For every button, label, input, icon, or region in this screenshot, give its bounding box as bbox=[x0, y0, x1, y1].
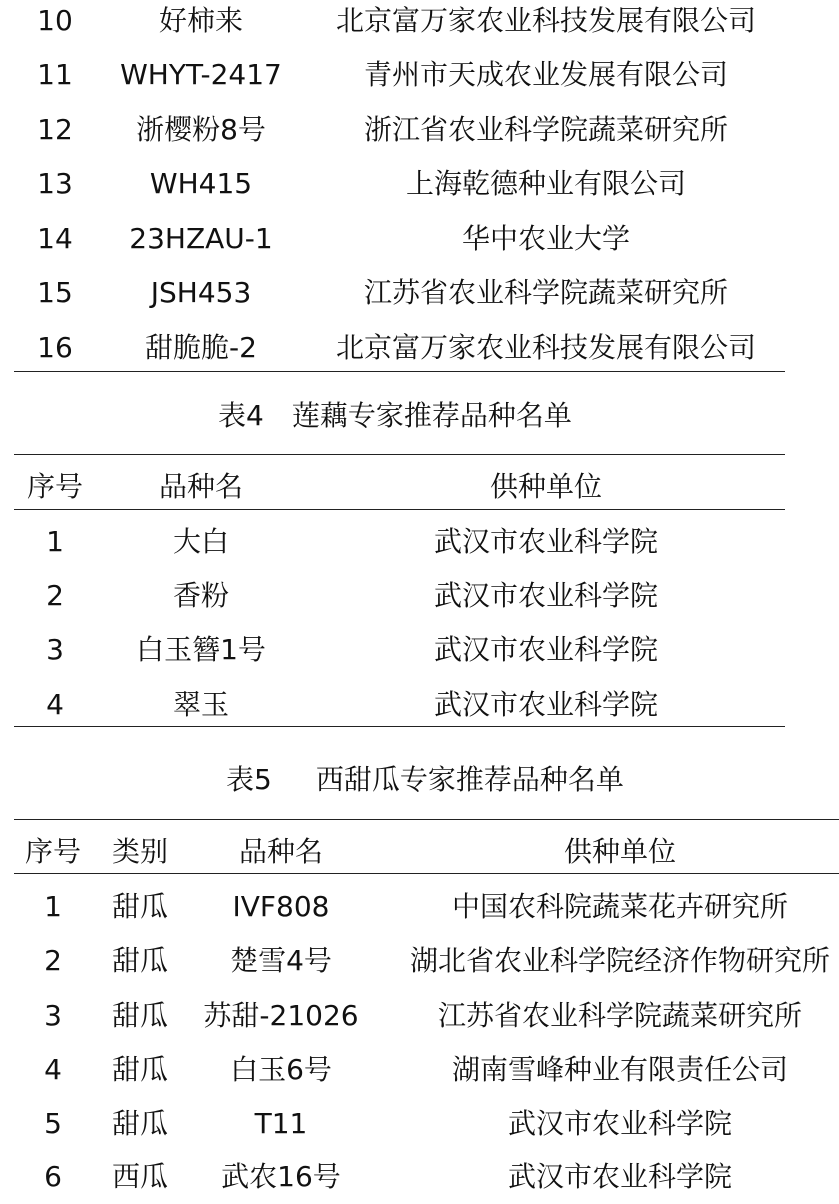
table-header-rule bbox=[14, 873, 839, 874]
row-number: 5 bbox=[44, 1107, 62, 1140]
supplier-unit: 上海乾德种业有限公司 bbox=[405, 167, 687, 200]
column-header-unit: 供种单位 bbox=[563, 835, 677, 868]
supplier-unit: 江苏省农业科学院蔬菜研究所 bbox=[437, 999, 803, 1032]
row-number: 2 bbox=[46, 579, 64, 612]
category: 甜瓜 bbox=[111, 944, 169, 977]
row-number: 16 bbox=[37, 331, 73, 364]
table-top-rule bbox=[14, 819, 839, 820]
category: 甜瓜 bbox=[111, 1053, 169, 1086]
category: 甜瓜 bbox=[111, 1107, 169, 1140]
variety-name: 大白 bbox=[172, 525, 230, 558]
variety-name: 好柿来 bbox=[158, 4, 244, 37]
row-number: 2 bbox=[44, 944, 62, 977]
variety-name: 甜脆脆-2 bbox=[145, 331, 257, 364]
column-header-no: 序号 bbox=[26, 470, 84, 503]
variety-name: 香粉 bbox=[172, 579, 230, 612]
supplier-unit: 湖北省农业科学院经济作物研究所 bbox=[409, 944, 831, 977]
row-number: 3 bbox=[46, 633, 64, 666]
variety-name: 白玉6号 bbox=[230, 1053, 332, 1086]
variety-name: 楚雪4号 bbox=[230, 944, 332, 977]
supplier-unit: 武汉市农业科学院 bbox=[433, 579, 659, 612]
table-header-rule bbox=[14, 509, 785, 510]
variety-name: T11 bbox=[254, 1107, 308, 1140]
category: 甜瓜 bbox=[111, 999, 169, 1032]
supplier-unit: 武汉市农业科学院 bbox=[433, 688, 659, 721]
row-number: 1 bbox=[44, 890, 62, 923]
variety-name: 苏甜-21026 bbox=[203, 999, 359, 1032]
table-top-rule bbox=[14, 454, 785, 455]
supplier-unit: 浙江省农业科学院蔬菜研究所 bbox=[363, 113, 729, 146]
table-number: 表5 bbox=[226, 763, 272, 796]
column-header-unit: 供种单位 bbox=[489, 470, 603, 503]
table4-caption bbox=[218, 396, 572, 436]
supplier-unit: 北京富万家农业科技发展有限公司 bbox=[335, 331, 757, 364]
row-number: 12 bbox=[37, 113, 73, 146]
variety-name: WH415 bbox=[149, 167, 253, 200]
variety-name: WHYT-2417 bbox=[120, 58, 282, 91]
variety-name: 武农16号 bbox=[221, 1160, 341, 1193]
column-header-name: 品种名 bbox=[158, 470, 244, 503]
variety-name: 浙樱粉8号 bbox=[136, 113, 266, 146]
supplier-unit: 青州市天成农业发展有限公司 bbox=[363, 58, 729, 91]
column-header-category: 类别 bbox=[111, 835, 169, 868]
row-number: 14 bbox=[37, 222, 73, 255]
row-number: 1 bbox=[46, 525, 64, 558]
supplier-unit: 北京富万家农业科技发展有限公司 bbox=[335, 4, 757, 37]
table-number: 表4 bbox=[218, 399, 264, 432]
variety-name: 23HZAU-1 bbox=[129, 222, 273, 255]
category: 甜瓜 bbox=[111, 890, 169, 923]
row-number: 3 bbox=[44, 999, 62, 1032]
table-title: 莲藕专家推荐品种名单 bbox=[291, 399, 572, 432]
row-number: 13 bbox=[37, 167, 73, 200]
supplier-unit: 武汉市农业科学院 bbox=[507, 1160, 733, 1193]
row-number: 6 bbox=[44, 1160, 62, 1193]
row-number: 4 bbox=[46, 688, 64, 721]
table5-caption bbox=[226, 760, 624, 800]
variety-name: JSH453 bbox=[150, 276, 252, 309]
variety-name: 白玉簪1号 bbox=[136, 633, 266, 666]
supplier-unit: 武汉市农业科学院 bbox=[507, 1107, 733, 1140]
column-header-no: 序号 bbox=[24, 835, 82, 868]
row-number: 10 bbox=[37, 4, 73, 37]
supplier-unit: 武汉市农业科学院 bbox=[433, 525, 659, 558]
supplier-unit: 湖南雪峰种业有限责任公司 bbox=[451, 1053, 789, 1086]
supplier-unit: 武汉市农业科学院 bbox=[433, 633, 659, 666]
row-number: 11 bbox=[37, 58, 73, 91]
supplier-unit: 华中农业大学 bbox=[461, 222, 631, 255]
variety-name: IVF808 bbox=[232, 890, 330, 923]
table-bottom-rule bbox=[14, 371, 785, 372]
row-number: 4 bbox=[44, 1053, 62, 1086]
category: 西瓜 bbox=[111, 1160, 169, 1193]
supplier-unit: 中国农科院蔬菜花卉研究所 bbox=[451, 890, 789, 923]
row-number: 15 bbox=[37, 276, 73, 309]
table-title: 西甜瓜专家推荐品种名单 bbox=[315, 763, 624, 796]
variety-name: 翠玉 bbox=[172, 688, 230, 721]
table-bottom-rule bbox=[14, 726, 785, 727]
column-header-name: 品种名 bbox=[238, 835, 324, 868]
supplier-unit: 江苏省农业科学院蔬菜研究所 bbox=[363, 276, 729, 309]
